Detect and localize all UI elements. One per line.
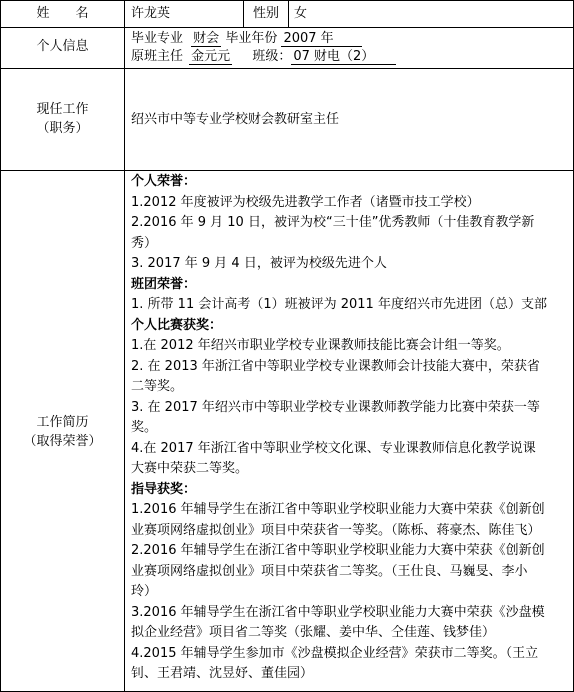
resume-label-1: 工作简历 — [36, 415, 89, 430]
resume-line: 二等奖。 — [131, 379, 184, 394]
resume-section-heading: 班团荣誉： — [131, 276, 197, 292]
name-label: 姓 名 — [36, 6, 89, 21]
graduation-info-line — [131, 30, 362, 48]
resume-section-heading: 个人荣誉： — [131, 174, 197, 189]
resume-line: 3. 2017 年 9 月 4 日，被评为校级先进个人 — [131, 256, 387, 271]
resume-line: 2. 在 2013 年浙江省中等职业学校专业课教师会计技能大赛中，荣获省 — [131, 358, 540, 374]
rule-label-column — [124, 0, 125, 692]
major-value: 财会 — [193, 31, 220, 46]
rule-personal-bottom — [0, 68, 574, 69]
resume-section-heading: 指导获奖： — [131, 481, 197, 497]
head-teacher-value: 金元元 — [191, 49, 231, 64]
grad-year-label: 毕业年份 — [225, 31, 278, 46]
resume-line: 钊、王君靖、沈昱妤、董佳园） — [131, 666, 314, 681]
current-job-value: 绍兴市中等专业学校财会教研室主任 — [131, 112, 340, 127]
resume-line: 1.在 2012 年绍兴市职业学校专业课教师技能比赛会计组一等奖。 — [131, 338, 510, 353]
resume-line: 3.2016 年辅导学生在浙江省中等职业学校职业能力大赛中荣获《沙盘模 — [131, 604, 545, 620]
resume-line: 4.2015 年辅导学生参加市《沙盘模拟企业经营》荣获市二等奖。（王立 — [131, 645, 539, 661]
current-job-label-1: 现任工作 — [36, 102, 89, 117]
resume-line: 2.2016 年辅导学生在浙江省中等职业学校职业能力大赛中荣获《创新创 — [131, 543, 545, 558]
resume-section-heading: 个人比赛获奖： — [131, 317, 223, 333]
resume-line: 秀） — [131, 235, 158, 251]
name-value: 许龙英 — [131, 6, 171, 21]
rule-top — [0, 0, 574, 1]
resume-line: 业赛项网络虚拟创业》项目中荣获省二等奖。（王仕良、马巍旻、李小 — [131, 563, 528, 579]
personal-info-label: 个人信息 — [36, 39, 89, 54]
head-teacher-label: 原班主任 — [131, 49, 184, 64]
class-label: 班级： — [252, 49, 292, 64]
resume-line: 2.2016 年 9 月 10 日，被评为校“三十佳”优秀教师（十佳教育教学新 — [131, 215, 535, 230]
resume-line: 拟企业经营》项目省二等奖（张耀、姜中华、仝佳莲、钱梦佳） — [131, 625, 496, 640]
rule-header-bottom — [0, 27, 574, 28]
gender-value: 女 — [294, 6, 308, 21]
resume-line: 1. 所带 11 会计高考（1）班被评为 2011 年度绍兴市先进团（总）支部 — [131, 297, 547, 312]
current-job-label-2: （职务） — [36, 121, 89, 136]
class-info-line — [131, 48, 396, 66]
gender-label: 性别 — [252, 6, 279, 21]
resume-line: 奖。 — [131, 420, 158, 435]
resume-line: 1.2012 年度被评为校级先进教学工作者（诸暨市技工学校） — [131, 194, 480, 210]
resume-label-2: （取得荣誉） — [23, 434, 102, 449]
resume-line: 4.在 2017 年浙江省中等职业学校文化课、专业课教师信息化教学说课 — [131, 440, 536, 456]
resume-line: 玲） — [131, 584, 158, 599]
resume-line: 1.2016 年辅导学生在浙江省中等职业学校职业能力大赛中荣获《创新创 — [131, 502, 545, 517]
class-value: 07 财电（2） — [291, 49, 396, 65]
resume-line: 3. 在 2017 年绍兴市中等职业学校专业课教师教学能力比赛中荣获一等 — [131, 399, 540, 415]
rule-gender-value-left — [288, 0, 289, 28]
major-label: 毕业专业 — [131, 31, 184, 46]
grad-year-value: 2007 年 — [281, 31, 361, 47]
resume-line: 大赛中荣获二等奖。 — [131, 461, 249, 476]
rule-current-bottom — [0, 170, 574, 171]
resume-line: 业赛项网络虚拟创业》项目中荣获省一等奖。（陈栎、蒋豪杰、陈佳飞） — [131, 522, 541, 538]
